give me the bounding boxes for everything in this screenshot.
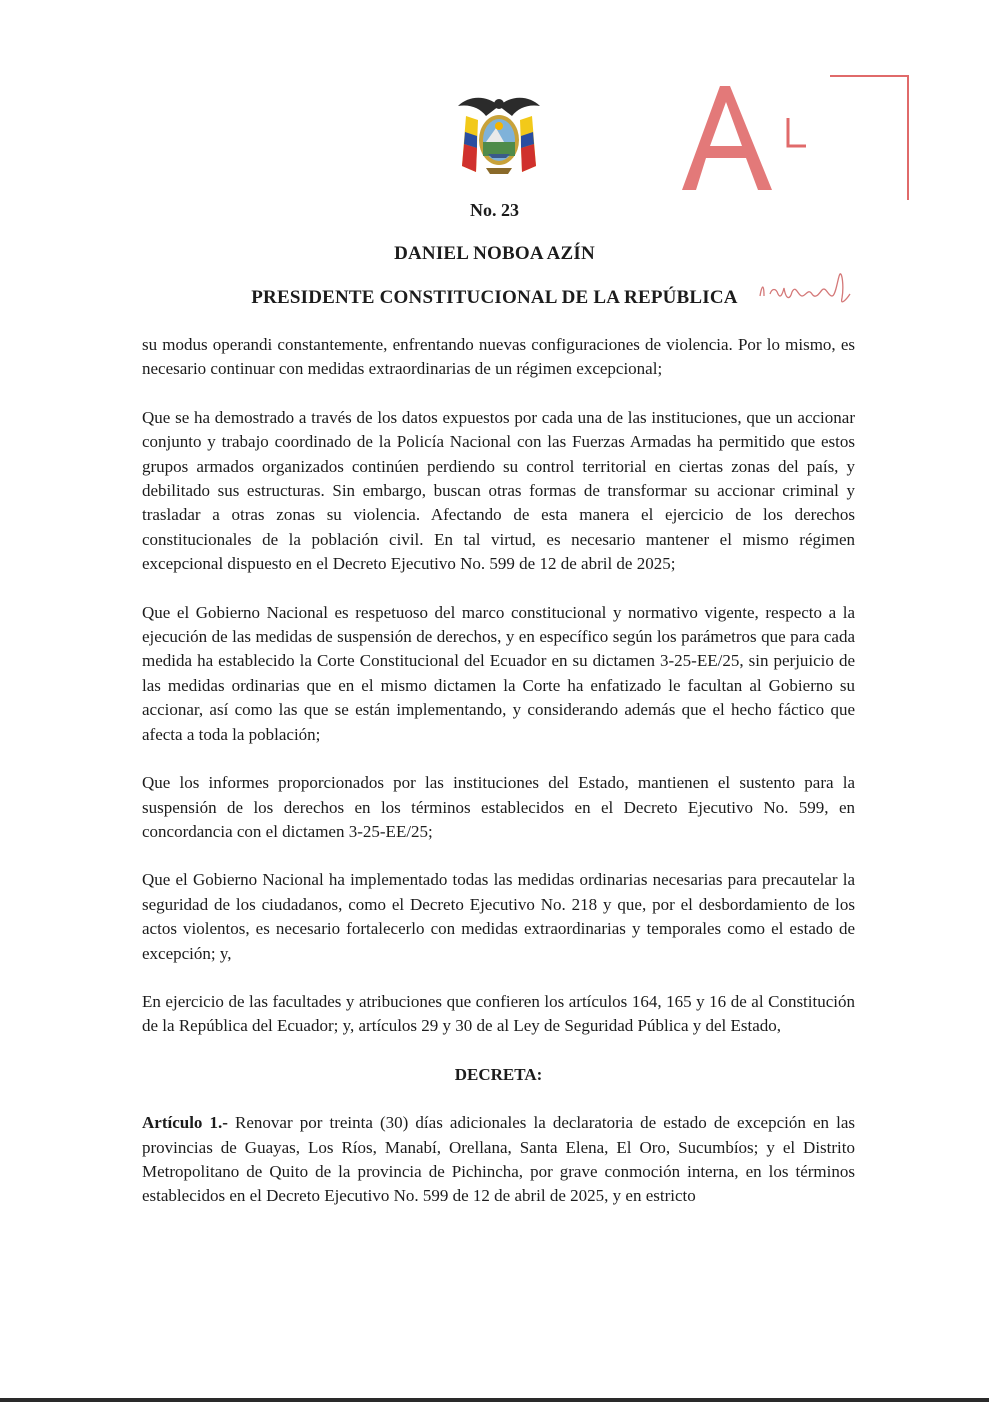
decree-body [142, 333, 855, 1233]
president-name: DANIEL NOBOA AZÍN [394, 243, 595, 264]
paragraph-2: Que se ha demostrado a través de los datos expuestos por cada una de las instituciones, que un accionar conjunto y trabajo coordinado de la Policía Nacional con las Fuerzas Armadas ha permitido que estos grupos armados organizados continúen perdiendo su control territorial en ciertas zonas del país, y debilitado sus estructuras. Sin embargo, buscan otras formas de transformar su accionar criminal y trasladar a otras zonas su violencia. Afectando de esta manera el ejercicio de los derechos constitucionales de la población civil. En tal virtud, es necesario mantener el mismo régimen excepcional dispuesto en el Decreto Ejecutivo No. 599 de 12 de abril de 2025; [142, 407, 855, 574]
article-1-label: Artículo 1.- [142, 1113, 228, 1133]
paragraph-3: Que el Gobierno Nacional es respetuoso del marco constitucional y normativo vigente, respecto a la ejecución de las medidas de suspensión de derechos, y en específico según los parámetros que para cada medida ha establecido la Corte Constitucional del Ecuador en su dictamen 3-25-EE/25, sin perjuicio de las medidas ordinarias que en el mismo dictamen la Corte ha enfatizado le facultan al Gobierno su accionar, así como las que se están implementando, y considerando además que el hecho fáctico que afecta a toda la población; [142, 602, 855, 744]
handwritten-signature [756, 266, 856, 320]
logo-stamp [676, 70, 916, 210]
paragraph-5: Que el Gobierno Nacional ha implementado todas las medidas ordinarias necesarias para precautelar la seguridad de los ciudadanos, como el Decreto Ejecutivo No. 218 y que, por el desbordamiento de los actos violentos, es necesario fortalecerlo con medidas extraordinarias y temporales como el estado de excepción; y, [142, 870, 855, 963]
page-edge-divider [0, 1398, 989, 1402]
article-1-text: Renovar por treinta (30) días adicionales la declaratoria de estado de excepción en las provincias de Guayas, Los Ríos, Manabí, Orellana, Santa Elena, El Oro, Sucumbíos; y el Distrito Metropolitano de Quito de la provincia de Pichincha, por grave conmoción interna, en los términos establecidos en el Decreto Ejecutivo No. 599 de 12 de abril de 2025, y en estricto [142, 1113, 855, 1206]
coat-of-arms-icon [456, 92, 542, 178]
decreta-heading: DECRETA: [454, 1064, 543, 1084]
article-1 [142, 1111, 855, 1209]
president-title: PRESIDENTE CONSTITUCIONAL DE LA REPÚBLICA [251, 287, 738, 308]
paragraph-1: su modus operandi constantemente, enfrentando nuevas configuraciones de violencia. Por lo mismo, es necesario continuar con medidas extraordinarias de un régimen excepcional; [142, 335, 855, 379]
paragraph-4: Que los informes proporcionados por las instituciones del Estado, mantienen el sustento para la suspensión de los derechos en los términos establecidos en el Decreto Ejecutivo No. 599, en concordancia con el dictamen 3-25-EE/25; [142, 773, 855, 841]
paragraph-6: En ejercicio de las facultades y atribuciones que confieren los artículos 164, 165 y 16 de al Constitución de la República del Ecuador; y, artículos 29 y 30 de al Ley de Seguridad Pública y del Estado, [142, 991, 855, 1036]
decree-number: No. 23 [470, 200, 519, 220]
